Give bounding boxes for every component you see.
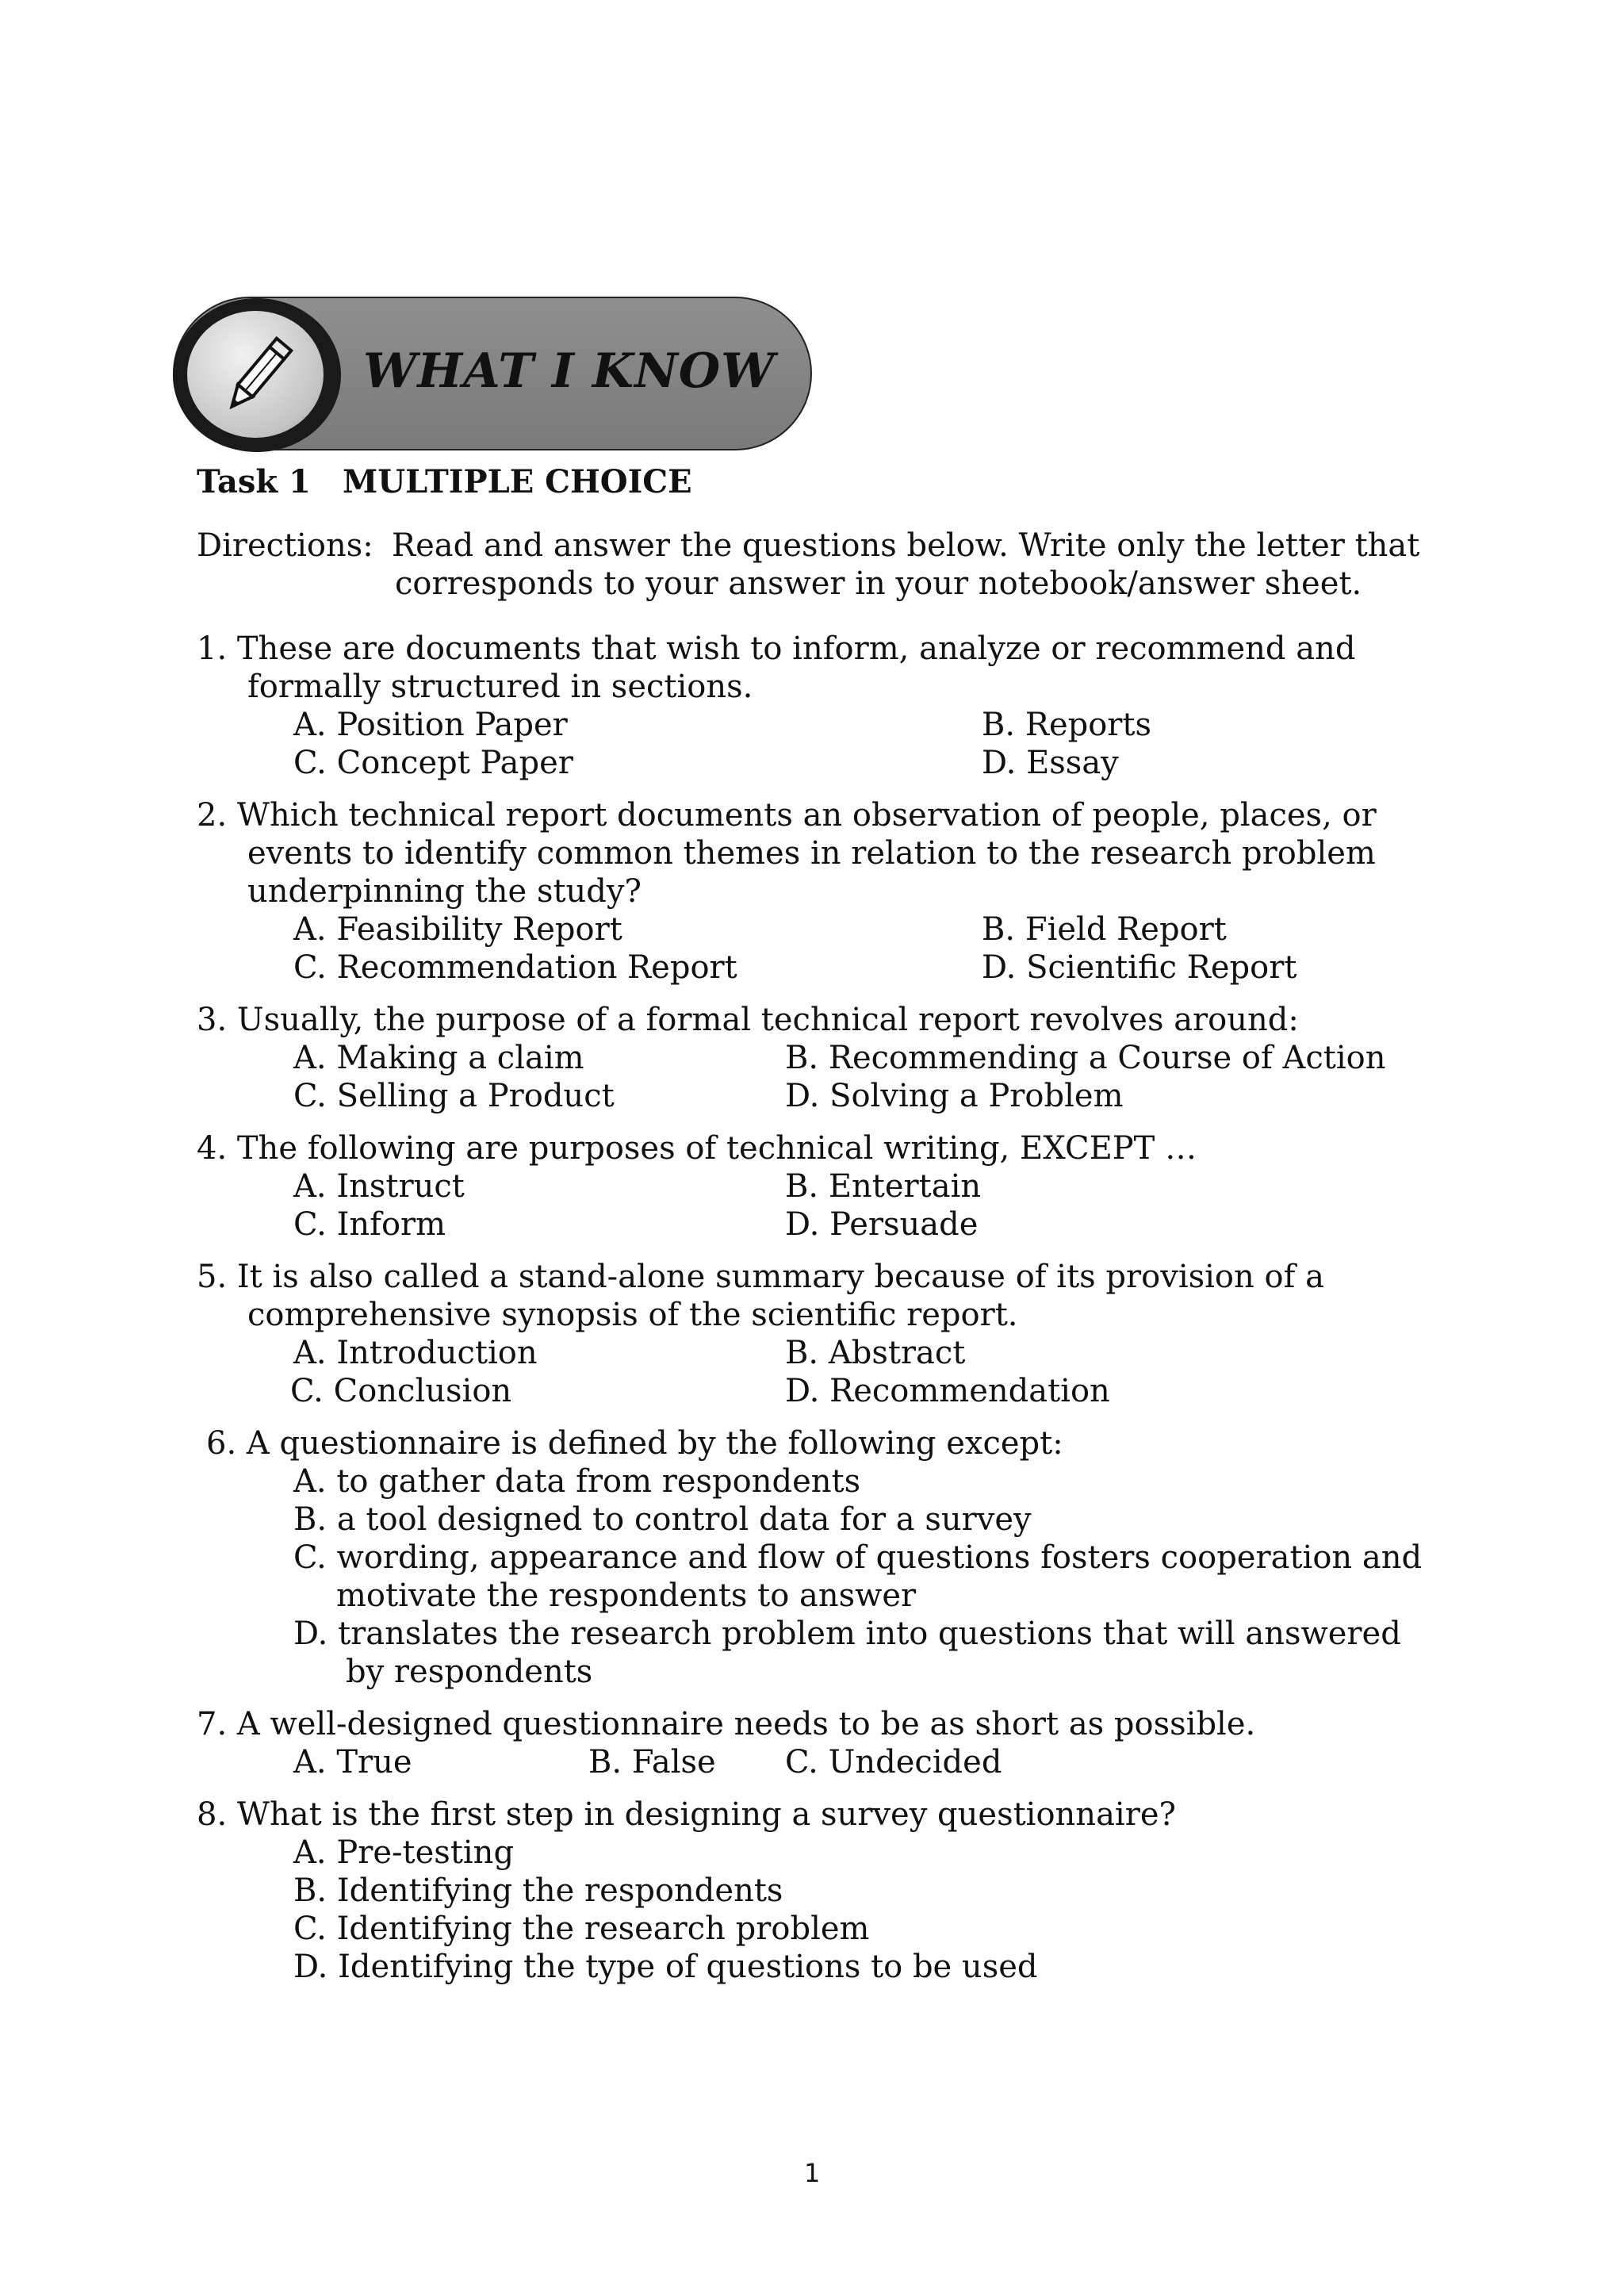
question-8-option-a: A. Pre-testing (293, 1834, 515, 1871)
question-4-stem: 4. The following are purposes of technical writing, EXCEPT … (197, 1130, 1197, 1167)
question-2-option-b: B. Field Report (982, 911, 1227, 948)
question-2-stem: 2. Which technical report documents an observation of people, places, or (197, 797, 1377, 834)
question-5-option-d: D. Recommendation (785, 1373, 1110, 1409)
question-8-option-c: C. Identifying the research problem (293, 1911, 870, 1947)
task-number: Task 1 (197, 463, 311, 500)
question-7-option-b: B. False (588, 1744, 716, 1780)
question-6-option-c: C. wording, appearance and flow of questions fosters cooperation and (293, 1539, 1423, 1576)
question-2-option-a: A. Feasibility Report (293, 911, 622, 948)
question-2-stem: underpinning the study? (247, 873, 642, 910)
question-1-stem: 1. These are documents that wish to inform, analyze or recommend and (197, 631, 1356, 667)
question-3-option-d: D. Solving a Problem (785, 1078, 1124, 1114)
question-7-option-c: C. Undecided (785, 1744, 1002, 1780)
question-4-option-d: D. Persuade (785, 1206, 979, 1243)
question-8-stem: 8. What is the first step in designing a survey questionnaire? (197, 1796, 1176, 1833)
directions-label: Directions: (197, 527, 373, 564)
question-2-option-c: C. Recommendation Report (293, 949, 737, 986)
question-3-stem: 3. Usually, the purpose of a formal technical report revolves around: (197, 1002, 1299, 1038)
question-6-option-c-cont: motivate the respondents to answer (336, 1577, 917, 1614)
question-2-stem: events to identify common themes in relation to the research problem (247, 835, 1376, 872)
question-4-option-b: B. Entertain (785, 1168, 982, 1205)
question-2-option-d: D. Scientific Report (982, 949, 1297, 986)
page-number: 1 (804, 2158, 821, 2188)
question-6-stem: 6. A questionnaire is defined by the following except: (206, 1425, 1063, 1462)
question-5-stem: comprehensive synopsis of the scientific report. (247, 1297, 1018, 1333)
question-5-option-c: C. Conclusion (290, 1373, 512, 1409)
question-6-option-d: D. translates the research problem into questions that will answered (293, 1616, 1401, 1652)
question-7-option-a: A. True (293, 1744, 412, 1780)
task-title: MULTIPLE CHOICE (343, 463, 692, 500)
question-6-option-b: B. a tool designed to control data for a survey (293, 1501, 1032, 1538)
pencil-icon (217, 333, 297, 420)
question-5-stem: 5. It is also called a stand-alone summary because of its provision of a (197, 1259, 1324, 1295)
question-1-option-c: C. Concept Paper (293, 745, 573, 781)
question-3-option-c: C. Selling a Product (293, 1078, 615, 1114)
question-1-option-a: A. Position Paper (293, 707, 568, 743)
question-8-option-b: B. Identifying the respondents (293, 1872, 783, 1909)
question-5-option-a: A. Introduction (293, 1335, 538, 1371)
question-1-stem: formally structured in sections. (247, 669, 753, 705)
question-4-option-a: A. Instruct (293, 1168, 465, 1205)
question-3-option-b: B. Recommending a Course of Action (785, 1040, 1386, 1076)
question-3-option-a: A. Making a claim (293, 1040, 584, 1076)
question-6-option-a: A. to gather data from respondents (293, 1463, 861, 1500)
pencil-badge (173, 298, 341, 452)
directions-line-2: corresponds to your answer in your notebook/answer sheet. (395, 565, 1362, 602)
question-6-option-d-cont: by respondents (346, 1654, 593, 1690)
question-5-option-b: B. Abstract (785, 1335, 966, 1371)
directions-line-1: Read and answer the questions below. Write only the letter that (392, 527, 1420, 564)
question-1-option-d: D. Essay (982, 745, 1119, 781)
question-4-option-c: C. Inform (293, 1206, 446, 1243)
section-title: WHAT I KNOW (363, 343, 776, 399)
question-7-stem: 7. A well-designed questionnaire needs to be as short as possible. (197, 1706, 1256, 1742)
question-1-option-b: B. Reports (982, 707, 1152, 743)
question-8-option-d: D. Identifying the type of questions to be used (293, 1949, 1038, 1985)
